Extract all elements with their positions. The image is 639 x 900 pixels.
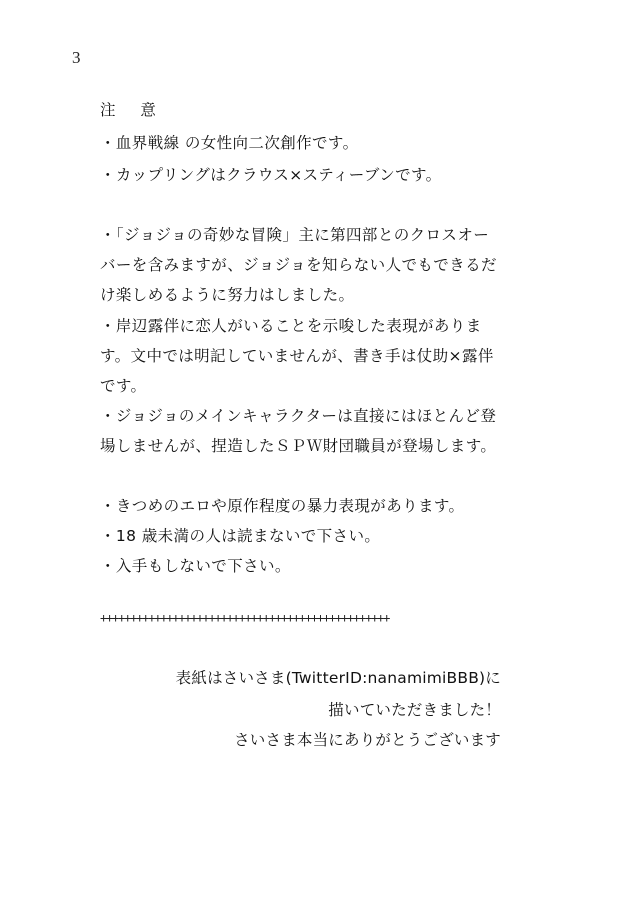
notice-line: バーを含みますが、ジョジョを知らない人でもできるだ bbox=[100, 256, 497, 274]
credit-line: 表紙はさいさま(TwitterID:nanamimiBBB)に bbox=[175, 669, 501, 687]
notice-line: 場しませんが、捏造したＳＰＷ財団職員が登場します。 bbox=[100, 437, 497, 455]
notice-line: す。文中では明記していませんが、書き手は仗助×露伴 bbox=[100, 347, 494, 365]
notice-line: ・18 歳未満の人は読まないで下さい。 bbox=[100, 527, 381, 545]
notice-line: ・きつめのエロや原作程度の暴力表現があります。 bbox=[100, 497, 465, 515]
notice-line: ・入手もしないで下さい。 bbox=[100, 557, 291, 575]
notice-line: ・「ジョジョの奇妙な冒険」主に第四部とのクロスオー bbox=[100, 226, 490, 244]
notice-line: ・岸辺露伴に恋人がいることを示唆した表現がありま bbox=[100, 317, 482, 335]
notice-heading: 注 意 bbox=[100, 101, 166, 119]
credit-line: 描いていただきました！ bbox=[328, 701, 501, 719]
notice-line: ・カップリングはクラウス×スティーブンです。 bbox=[100, 166, 442, 184]
page-number: 3 bbox=[72, 48, 81, 67]
credit-line: さいさま本当にありがとうございます bbox=[234, 731, 501, 749]
notice-line: ・ジョジョのメインキャラクターは直接にはほとんど登 bbox=[100, 407, 497, 425]
notice-line: け楽しめるように努力はしました。 bbox=[100, 286, 355, 304]
notice-line: ・血界戦線 の女性向二次創作です。 bbox=[100, 134, 359, 152]
notice-line: です。 bbox=[100, 377, 147, 395]
separator-line: ++++++++++++++++++++++++++++++++++++++++++++++++ bbox=[100, 611, 390, 625]
